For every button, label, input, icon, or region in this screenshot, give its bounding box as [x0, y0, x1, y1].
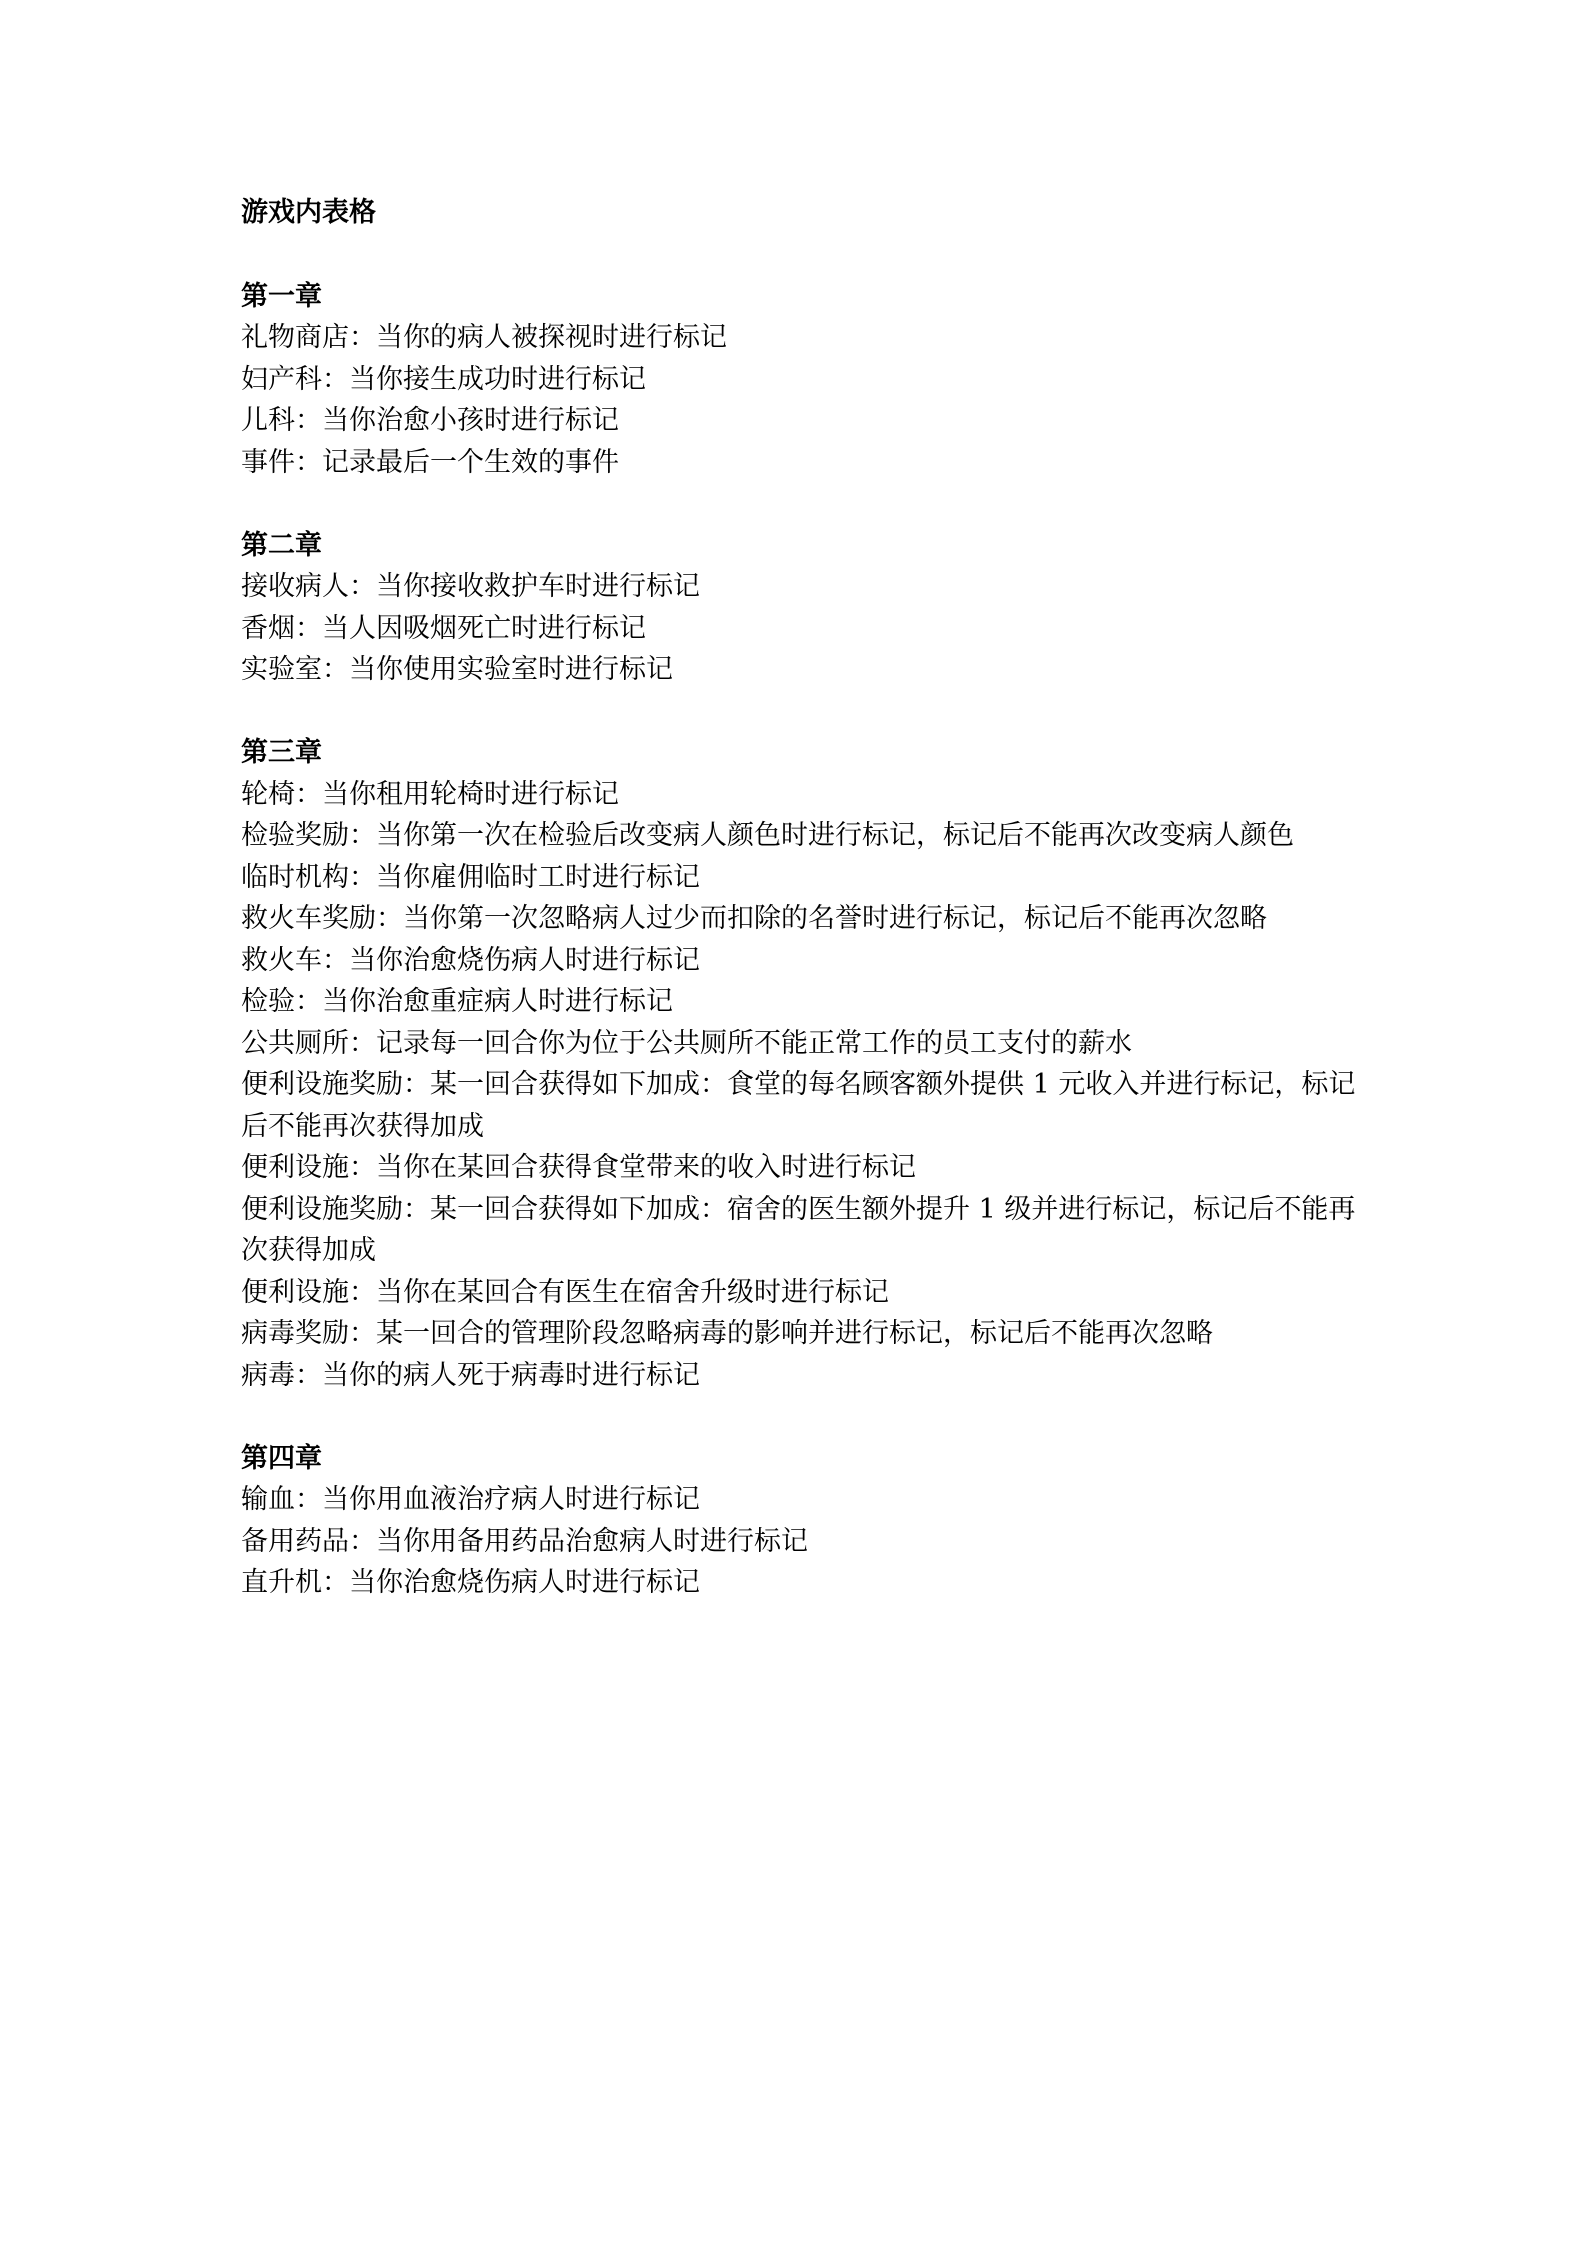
list-item [241, 898, 1361, 940]
list-item [241, 442, 1361, 484]
spacer [241, 234, 1361, 276]
entry-label: 便利设施： [241, 1152, 376, 1183]
entry-text: 当你在某回合获得食堂带来的收入时进行标记 [376, 1152, 916, 1183]
entry-text: 当你第一次忽略病人过少而扣除的名誉时进行标记，标记后不能再次忽略 [403, 903, 1267, 934]
entry-label: 救火车奖励： [241, 903, 403, 934]
entry-text: 当你治愈小孩时进行标记 [322, 405, 619, 436]
list-item [241, 608, 1361, 650]
document-page [241, 192, 1361, 1604]
entry-text: 当你接生成功时进行标记 [349, 363, 646, 395]
list-item [241, 1521, 1361, 1563]
list-item [241, 359, 1361, 401]
entry-label: 病毒奖励： [241, 1318, 376, 1349]
chapter-3 [241, 732, 1361, 1396]
spacer [241, 1396, 1361, 1438]
chapter-2 [241, 525, 1361, 691]
entry-label: 备用药品： [241, 1525, 376, 1557]
entry-text: 某一回合获得如下加成：宿舍的医生额外提升 1 级并进行标记，标记后不能再次获得加成 [241, 1193, 1356, 1266]
list-item [241, 1272, 1361, 1314]
entry-label: 公共厕所： [241, 1027, 376, 1059]
entry-text: 当你雇佣临时工时进行标记 [376, 861, 700, 893]
entry-text: 记录最后一个生效的事件 [322, 446, 619, 478]
entry-label: 轮椅： [241, 778, 322, 810]
chapter-heading: 第一章 [241, 280, 322, 312]
entry-label: 事件： [241, 446, 322, 478]
entry-label: 便利设施奖励： [241, 1069, 430, 1100]
spacer [241, 483, 1361, 525]
entry-text: 当你治愈烧伤病人时进行标记 [349, 1567, 700, 1598]
list-item [241, 400, 1361, 442]
entry-text: 当人因吸烟死亡时进行标记 [322, 612, 646, 644]
list-item [241, 815, 1361, 857]
list-item [241, 1479, 1361, 1521]
chapter-1 [241, 276, 1361, 484]
list-item [241, 857, 1361, 899]
list-item [241, 940, 1361, 982]
entry-text: 记录每一回合你为位于公共厕所不能正常工作的员工支付的薪水 [376, 1027, 1132, 1059]
entry-text: 当你在某回合有医生在宿舍升级时进行标记 [376, 1276, 889, 1308]
list-item [241, 1313, 1361, 1355]
entry-label: 礼物商店： [241, 322, 376, 353]
entry-label: 病毒： [241, 1359, 322, 1391]
entry-label: 救火车： [241, 944, 349, 976]
list-item [241, 1562, 1361, 1604]
document-title: 游戏内表格 [241, 197, 376, 228]
list-item [241, 1023, 1361, 1065]
entry-text: 某一回合的管理阶段忽略病毒的影响并进行标记，标记后不能再次忽略 [376, 1318, 1213, 1349]
chapter-heading: 第四章 [241, 1442, 322, 1474]
list-item [241, 774, 1361, 816]
entry-text: 当你治愈重症病人时进行标记 [322, 986, 673, 1017]
entry-text: 当你用备用药品治愈病人时进行标记 [376, 1525, 808, 1557]
entry-label: 接收病人： [241, 571, 376, 602]
list-item [241, 1064, 1361, 1147]
entry-label: 儿科： [241, 405, 322, 436]
entry-text: 当你的病人被探视时进行标记 [376, 322, 727, 353]
list-item [241, 1189, 1361, 1272]
entry-text: 当你租用轮椅时进行标记 [322, 778, 619, 810]
entry-text: 当你第一次在检验后改变病人颜色时进行标记，标记后不能再次改变病人颜色 [376, 820, 1294, 851]
entry-text: 当你使用实验室时进行标记 [349, 654, 673, 685]
list-item [241, 1355, 1361, 1397]
list-item [241, 566, 1361, 608]
entry-label: 香烟： [241, 612, 322, 644]
chapter-heading: 第三章 [241, 737, 322, 768]
entry-text: 当你用血液治疗病人时进行标记 [322, 1484, 700, 1515]
chapter-4 [241, 1438, 1361, 1604]
entry-text: 某一回合获得如下加成：食堂的每名顾客额外提供 1 元收入并进行标记，标记后不能再次获得加成 [241, 1069, 1356, 1142]
entry-text: 当你接收救护车时进行标记 [376, 571, 700, 602]
entry-label: 检验奖励： [241, 820, 376, 851]
entry-label: 妇产科： [241, 363, 349, 395]
entry-label: 便利设施奖励： [241, 1193, 430, 1225]
entry-label: 实验室： [241, 654, 349, 685]
list-item [241, 649, 1361, 691]
entry-label: 临时机构： [241, 861, 376, 893]
chapter-heading: 第二章 [241, 529, 322, 561]
spacer [241, 691, 1361, 733]
entry-text: 当你的病人死于病毒时进行标记 [322, 1359, 700, 1391]
entry-label: 直升机： [241, 1567, 349, 1598]
entry-label: 检验： [241, 986, 322, 1017]
list-item [241, 981, 1361, 1023]
list-item [241, 317, 1361, 359]
list-item [241, 1147, 1361, 1189]
entry-text: 当你治愈烧伤病人时进行标记 [349, 944, 700, 976]
entry-label: 输血： [241, 1484, 322, 1515]
entry-label: 便利设施： [241, 1276, 376, 1308]
